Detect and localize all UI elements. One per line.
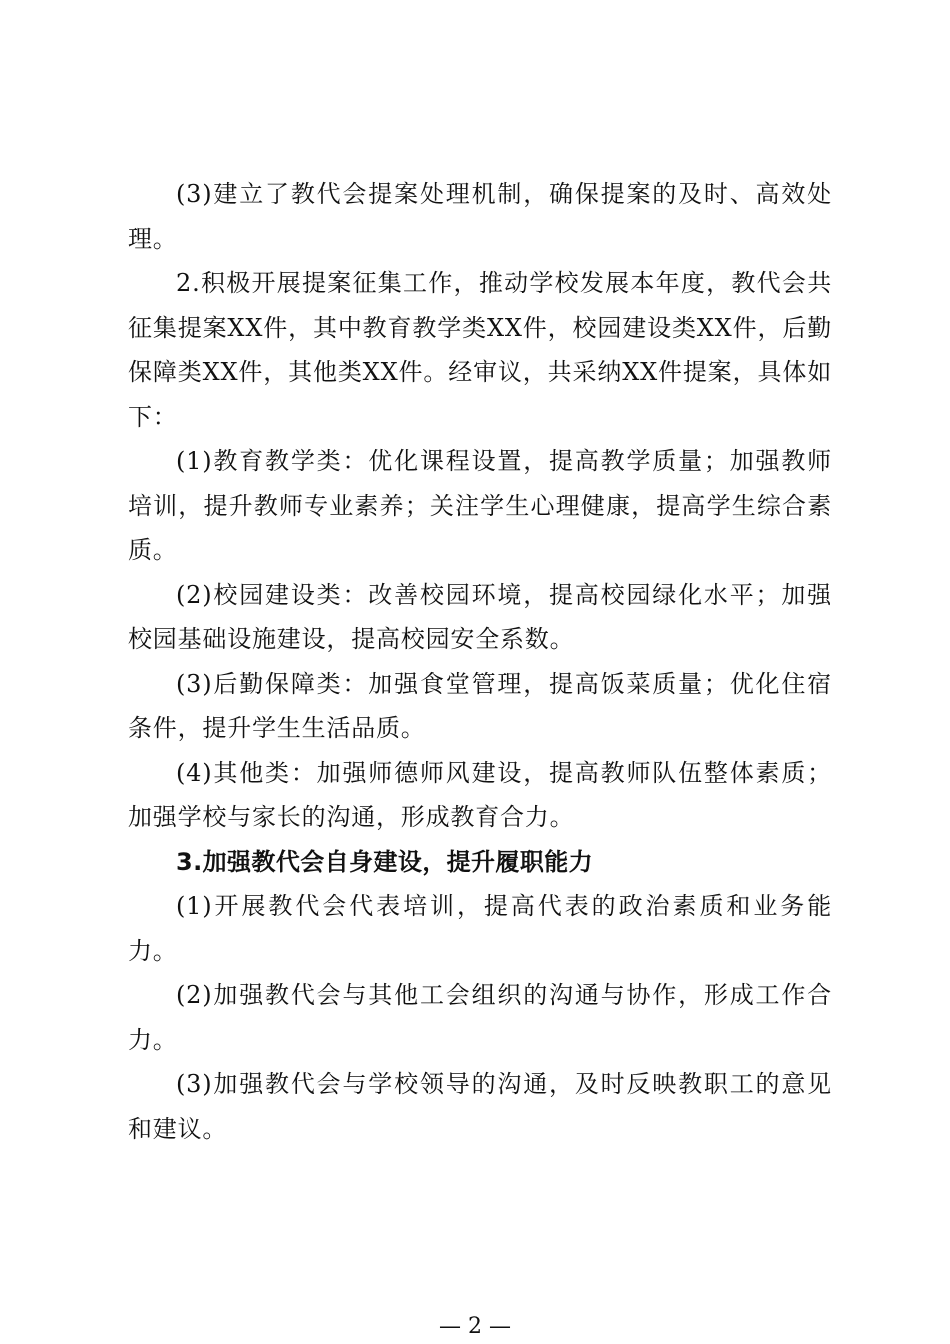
paragraph-other: (4)其他类：加强师德师风建设，提高教师队伍整体素质；加强学校与家长的沟通，形成教育合力。 — [128, 758, 832, 831]
paragraph-logistics: (3)后勤保障类：加强食堂管理，提高饭菜质量；优化住宿条件，提升学生生活品质。 — [128, 669, 832, 742]
paragraph-communication: (3)加强教代会与学校领导的沟通，及时反映教职工的意见和建议。 — [128, 1070, 832, 1143]
page-number: — 2 — — [439, 1314, 511, 1339]
paragraph-proposal-mechanism: (3)建立了教代会提案处理机制，确保提案的及时、高效处理。 — [128, 180, 832, 253]
paragraph-cooperation: (2)加强教代会与其他工会组织的沟通与协作，形成工作合力。 — [128, 981, 832, 1054]
paragraph-training: (1)开展教代会代表培训，提高代表的政治素质和业务能力。 — [128, 892, 832, 965]
paragraph-education-teaching: (1)教育教学类：优化课程设置，提高教学质量；加强教师培训，提升教师专业素养；关注学生心理健康，提高学生综合素质。 — [128, 447, 832, 564]
paragraph-proposal-collection: 2.积极开展提案征集工作，推动学校发展本年度，教代会共征集提案XX件，其中教育教学类XX件，校园建设类XX件，后勤保障类XX件，其他类XX件。经审议，共采纳XX件提案，具体如下： — [128, 269, 832, 431]
section-heading-3: 3.加强教代会自身建设，提升履职能力 — [176, 847, 594, 876]
paragraph-campus-construction: (2)校园建设类：改善校园环境，提高校园绿化水平；加强校园基础设施建设，提高校园安全系数。 — [128, 580, 832, 653]
document-body — [128, 172, 832, 1151]
